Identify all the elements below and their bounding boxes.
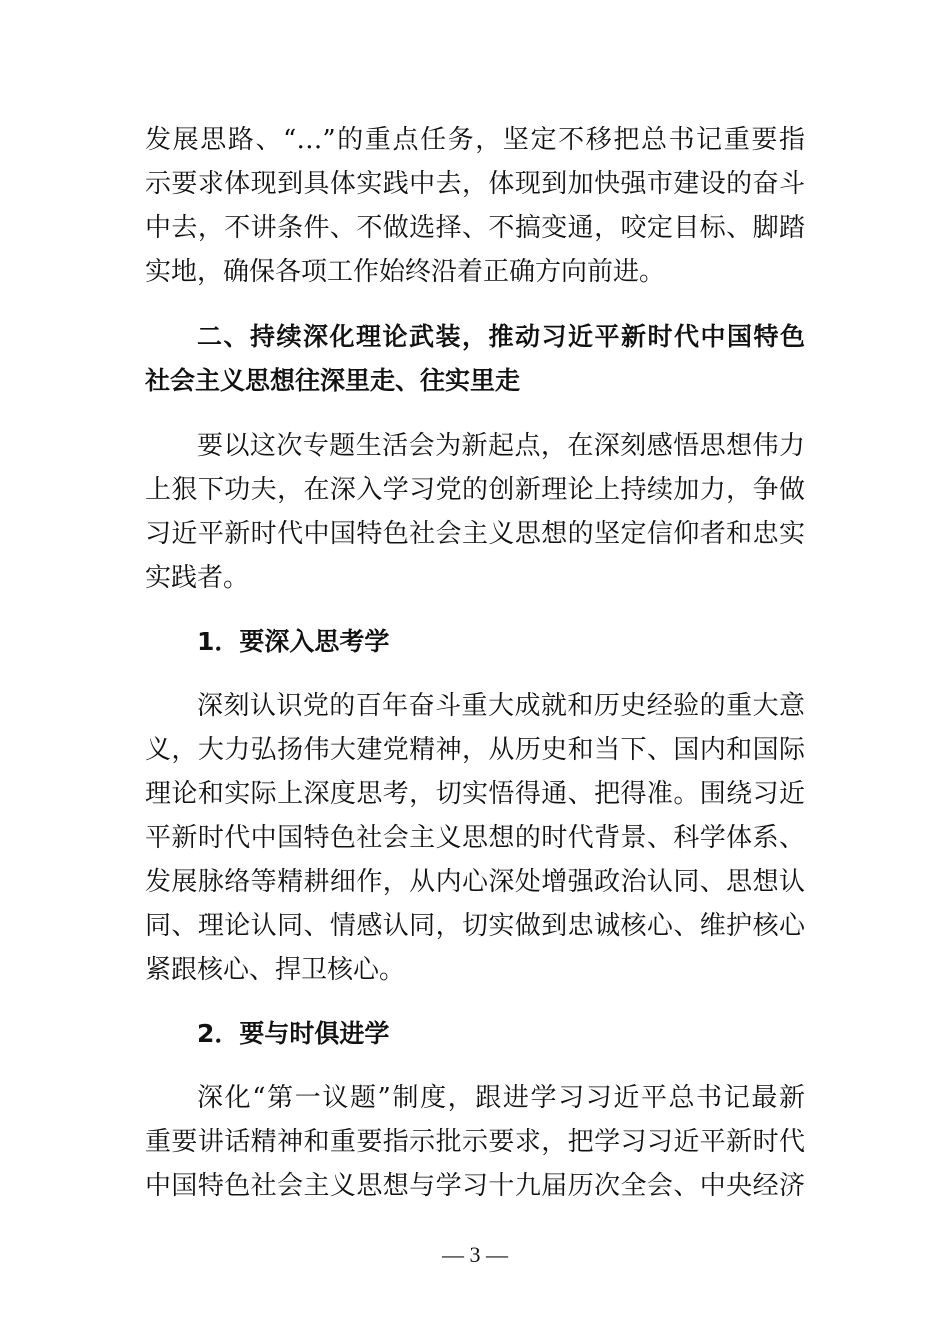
paragraph-line: 理论和实际上深度思考，切实悟得通、把得准。围绕习近 xyxy=(145,779,805,809)
page-number: — 3 — xyxy=(442,1242,508,1267)
paragraph-line: 深化“第一议题”制度，跟进学习习近平总书记最新 xyxy=(197,1083,805,1113)
paragraph-line: 习近平新时代中国特色社会主义思想的坚定信仰者和忠实 xyxy=(145,519,805,549)
paragraph-line: 中国特色社会主义思想与学习十九届历次全会、中央经济 xyxy=(145,1171,805,1201)
paragraph-line: 深刻认识党的百年奋斗重大成就和历史经验的重大意 xyxy=(197,691,805,721)
paragraph-line: 示要求体现到具体实践中去，体现到加快强市建设的奋斗 xyxy=(145,169,805,199)
paragraph-line: 同、理论认同、情感认同，切实做到忠诚核心、维护核心 xyxy=(145,911,805,941)
paragraph-line: 中去，不讲条件、不做选择、不搞变通，咬定目标、脚踏 xyxy=(145,213,805,243)
paragraph-line: 紧跟核心、捍卫核心。 xyxy=(145,955,406,985)
paragraph-line: 要以这次专题生活会为新起点，在深刻感悟思想伟力 xyxy=(197,431,805,461)
paragraph-line: 重要讲话精神和重要指示批示要求，把学习习近平新时代 xyxy=(145,1127,805,1157)
subsection-heading: 1．要深入思考学 xyxy=(197,627,390,656)
paragraph-line: 发展脉络等精耕细作，从内心深处增强政治认同、思想认 xyxy=(145,867,805,897)
paragraph-line: 发展思路、“…”的重点任务，坚定不移把总书记重要指 xyxy=(145,125,805,155)
paragraph-line: 实地，确保各项工作始终沿着正确方向前进。 xyxy=(145,257,666,287)
section-heading: 社会主义思想往深里走、往实里走 xyxy=(145,366,521,395)
paragraph-line: 上狠下功夫，在深入学习党的创新理论上持续加力，争做 xyxy=(145,475,805,505)
section-heading: 二、持续深化理论武装，推动习近平新时代中国特色 xyxy=(197,322,805,351)
subsection-heading: 2．要与时俱进学 xyxy=(197,1019,390,1048)
paragraph-line: 义，大力弘扬伟大建党精神，从历史和当下、国内和国际 xyxy=(145,735,805,765)
paragraph-line: 平新时代中国特色社会主义思想的时代背景、科学体系、 xyxy=(145,823,805,853)
paragraph-line: 实践者。 xyxy=(145,563,250,593)
